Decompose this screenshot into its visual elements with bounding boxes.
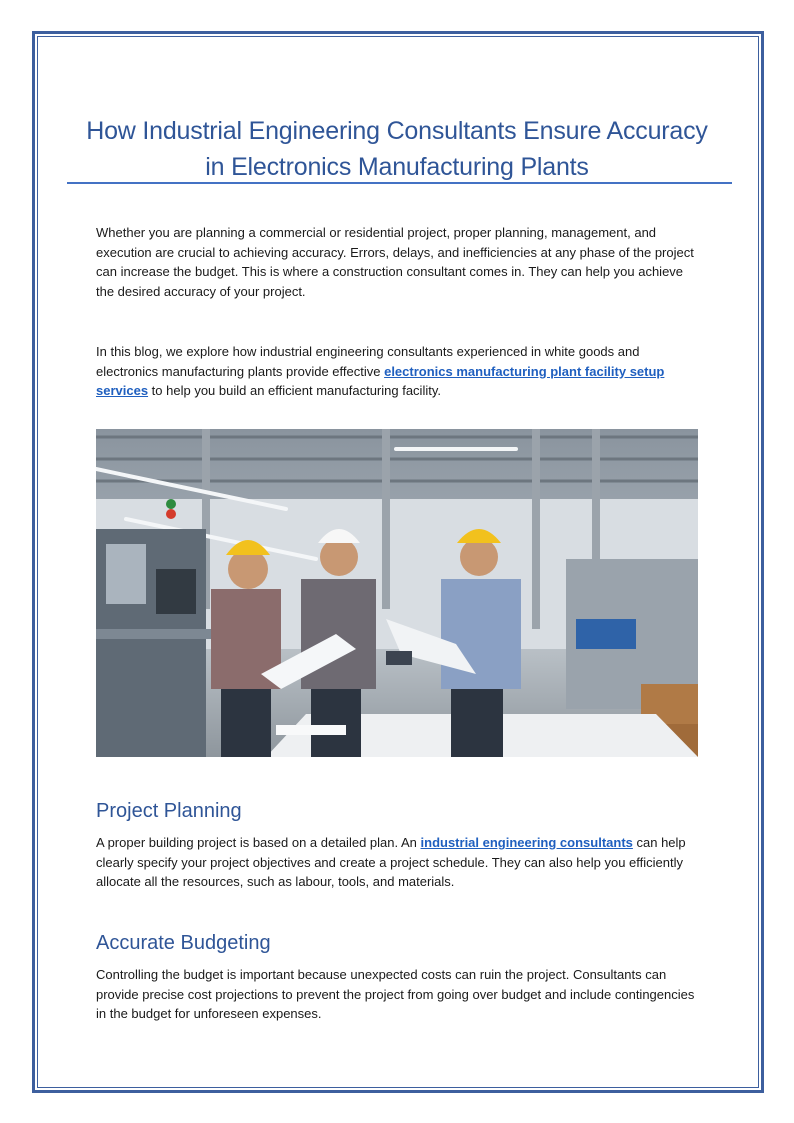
blog-intro-text-before: In this blog, we explore how industrial engineering consultants experienced in white goods and electronics manufacturing plants provide effective [96,344,640,379]
planning-text-after: can help clearly specify your project objectives and create a project schedule. They can also help you efficiently allocate all the resources, such as labour, tools, and materials. [96,835,686,890]
blog-intro-text-after: to help you build an efficient manufacturing facility. [148,383,441,399]
planning-text-before: A proper building project is based on a detailed plan. An [96,835,421,850]
intro-paragraph: Whether you are planning a commercial or residential project, proper planning, management, and execution are crucial to achieving accuracy. Errors, delays, and inefficiencies at any phase of the project can increase the budget. This is where a construction consultant comes in. They can help you achieve the desired accuracy of your project. [96,225,694,299]
accurate-budgeting-paragraph: Controlling the budget is important because unexpected costs can ruin the project. Consultants can provide precise cost projections to prevent the project from going over budget and include contingencies in the budget for unforeseen expenses. [96,967,695,1022]
project-planning-heading: Project Planning [96,800,242,822]
project-planning-paragraph [96,833,700,892]
title-divider [67,182,732,184]
blog-intro-paragraph [96,342,700,401]
page-title-line-2: in Electronics Manufacturing Plants [205,152,589,181]
page-title-line-1: How Industrial Engineering Consultants Ensure Accuracy [86,116,708,145]
engineers-factory-photo [96,429,698,757]
accurate-budgeting-heading: Accurate Budgeting [96,932,271,954]
facility-setup-services-link[interactable]: electronics manufacturing plant facility setup services [96,363,665,399]
industrial-engineering-consultants-link[interactable]: industrial engineering consultants [420,835,633,850]
page-title [60,113,734,185]
